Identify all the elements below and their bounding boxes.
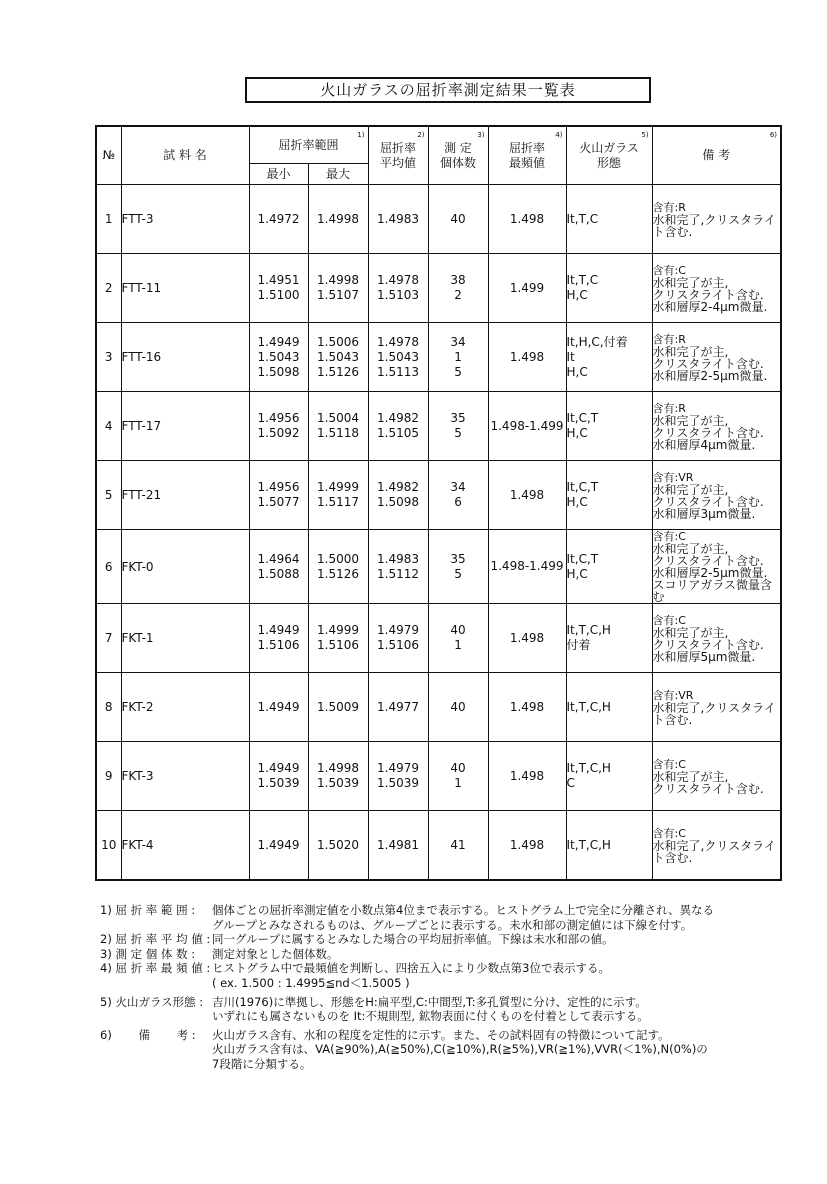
remark-text: 水和完了が主, クリスタライト含む. 水和層厚2-4μm微量. <box>652 275 768 314</box>
cell-remarks <box>652 254 781 323</box>
cell-min: 1.4949 <box>249 811 308 881</box>
cell-min: 1.4956 1.5077 <box>249 461 308 530</box>
cell-mean: 1.4981 <box>368 811 428 881</box>
cell-remarks <box>652 742 781 811</box>
table-row <box>96 530 781 604</box>
footnote <box>100 961 790 990</box>
remark-text: 水和完了が主, クリスタライト含む. 水和層厚3μm微量. <box>652 482 764 521</box>
footnote-label: 5) 火山ガラス形態 : <box>100 994 204 1009</box>
cell-count: 35 5 <box>428 392 488 461</box>
remark-content: 含有:VR <box>652 688 694 702</box>
cell-mode: 1.498 <box>488 323 566 392</box>
cell-count: 40 <box>428 673 488 742</box>
cell-name: FKT-1 <box>121 604 249 673</box>
cell-mode: 1.498 <box>488 811 566 881</box>
cell-mean: 1.4983 1.5112 <box>368 530 428 604</box>
remark-content: 含有:R <box>652 401 686 415</box>
cell-shape: It,C,T H,C <box>566 461 652 530</box>
header-shape: 火山ガラス 形態 5) <box>566 126 652 185</box>
remark-content: 含有:VR <box>652 470 694 484</box>
cell-min: 1.4949 1.5043 1.5098 <box>249 323 308 392</box>
footnote-text: 測定対象とした個体数。 <box>212 946 339 961</box>
remark-text: 水和完了,クリスタライト含む. <box>652 700 776 727</box>
cell-count: 34 6 <box>428 461 488 530</box>
table-row <box>96 811 781 881</box>
cell-count: 40 1 <box>428 604 488 673</box>
cell-mode: 1.499 <box>488 254 566 323</box>
cell-shape: It,C,T H,C <box>566 392 652 461</box>
cell-max: 1.4999 1.5106 <box>308 604 368 673</box>
remark-content: 含有:C <box>652 826 686 840</box>
cell-min: 1.4949 1.5039 <box>249 742 308 811</box>
remark-text: 水和完了が主, クリスタライト含む. 水和層厚2-5μm微量. スコリアガラス微量含む <box>652 542 773 604</box>
cell-max: 1.5000 1.5126 <box>308 530 368 604</box>
remark-text: 水和完了が主, クリスタライト含む. 水和層厚4μm微量. <box>652 413 764 452</box>
cell-count: 38 2 <box>428 254 488 323</box>
cell-shape: It,C,T H,C <box>566 530 652 604</box>
cell-mean: 1.4977 <box>368 673 428 742</box>
cell-max: 1.5020 <box>308 811 368 881</box>
header-mode: 屈折率 最頻値 4) <box>488 126 566 185</box>
cell-no: 1 <box>96 185 121 254</box>
cell-no: 8 <box>96 673 121 742</box>
footnote-text: ヒストグラム中で最頻値を判断し、四捨五入により少数点第3位で表示する。 ( ex. 1.500 : 1.4995≦nd＜1.5005 ) <box>212 961 610 990</box>
cell-mean: 1.4982 1.5098 <box>368 461 428 530</box>
cell-no: 6 <box>96 530 121 604</box>
cell-remarks <box>652 461 781 530</box>
results-table <box>95 125 782 881</box>
remark-content: 含有:R <box>652 200 686 214</box>
cell-no: 3 <box>96 323 121 392</box>
remark-content: 含有:C <box>652 530 686 543</box>
cell-mode: 1.498 <box>488 742 566 811</box>
header-name: 試 料 名 <box>121 126 249 185</box>
table-row <box>96 461 781 530</box>
cell-remarks <box>652 530 781 604</box>
remark-text: 水和完了,クリスタライト含む. <box>652 838 776 865</box>
cell-mode: 1.498 <box>488 673 566 742</box>
table-row <box>96 323 781 392</box>
cell-count: 41 <box>428 811 488 881</box>
cell-remarks <box>652 673 781 742</box>
cell-name: FKT-3 <box>121 742 249 811</box>
cell-mode: 1.498 <box>488 461 566 530</box>
cell-shape: It,H,C,付着 It H,C <box>566 323 652 392</box>
cell-mean: 1.4978 1.5103 <box>368 254 428 323</box>
header-count: 測 定 個体数 3) <box>428 126 488 185</box>
cell-mean: 1.4982 1.5105 <box>368 392 428 461</box>
cell-count: 35 5 <box>428 530 488 604</box>
cell-min: 1.4964 1.5088 <box>249 530 308 604</box>
page-title: 火山ガラスの屈折率測定結果一覧表 <box>245 77 651 103</box>
cell-shape: It,T,C <box>566 185 652 254</box>
cell-shape: It,T,C H,C <box>566 254 652 323</box>
cell-name: FKT-4 <box>121 811 249 881</box>
cell-name: FKT-0 <box>121 530 249 604</box>
table-row <box>96 185 781 254</box>
header-remarks: 備 考 6) <box>652 126 781 185</box>
cell-remarks <box>652 323 781 392</box>
footnote <box>100 995 790 1024</box>
footnote-label: 6) 備 考 : <box>100 1027 196 1042</box>
footnote-label: 3) 測 定 個 体 数 : <box>100 946 196 961</box>
cell-mode: 1.498-1.499 <box>488 392 566 461</box>
table-row <box>96 604 781 673</box>
cell-name: FTT-21 <box>121 461 249 530</box>
cell-max: 1.5009 <box>308 673 368 742</box>
cell-count: 40 <box>428 185 488 254</box>
cell-shape: It,T,C,H C <box>566 742 652 811</box>
remark-content: 含有:R <box>652 332 686 346</box>
cell-mean: 1.4979 1.5039 <box>368 742 428 811</box>
cell-max: 1.4999 1.5117 <box>308 461 368 530</box>
table-row <box>96 673 781 742</box>
cell-remarks <box>652 392 781 461</box>
cell-min: 1.4972 <box>249 185 308 254</box>
remark-content: 含有:C <box>652 757 686 771</box>
cell-name: FTT-3 <box>121 185 249 254</box>
cell-remarks <box>652 811 781 881</box>
cell-no: 2 <box>96 254 121 323</box>
header-max: 最大 <box>308 164 368 185</box>
header-range: 屈折率範囲 1) <box>249 126 368 164</box>
footnote-label: 2) 屈 折 率 平 均 値 : <box>100 932 211 947</box>
footnote-text: 火山ガラス含有、水和の程度を定性的に示す。また、その試料固有の特徴について記す。 火山ガラス含有は、VA(≧90%),A(≧50%),C(≧10%),R(≧5%),VR(≧1%),VVR(＜1%),N(0%)の 7段階に分類する。 <box>212 1027 708 1071</box>
footnote-text: 同一グループに属するとみなした場合の平均屈折率値。下線は未水和部の値。 <box>212 932 614 947</box>
cell-mode: 1.498-1.499 <box>488 530 566 604</box>
cell-mode: 1.498 <box>488 185 566 254</box>
header-mean: 屈折率 平均値 2) <box>368 126 428 185</box>
cell-mean: 1.4983 <box>368 185 428 254</box>
cell-no: 9 <box>96 742 121 811</box>
table-row <box>96 742 781 811</box>
remark-text: 水和完了,クリスタライト含む. <box>652 212 776 239</box>
remark-text: 水和完了が主, クリスタライト含む. <box>652 769 764 796</box>
cell-shape: It,T,C,H <box>566 673 652 742</box>
header-no: № <box>96 126 121 185</box>
cell-min: 1.4949 1.5106 <box>249 604 308 673</box>
cell-no: 4 <box>96 392 121 461</box>
cell-max: 1.5006 1.5043 1.5126 <box>308 323 368 392</box>
cell-remarks <box>652 604 781 673</box>
cell-min: 1.4956 1.5092 <box>249 392 308 461</box>
cell-remarks <box>652 185 781 254</box>
table-row <box>96 254 781 323</box>
footnotes <box>100 903 790 1072</box>
header-row <box>96 126 781 164</box>
cell-no: 10 <box>96 811 121 881</box>
footnote-label: 1) 屈 折 率 範 囲 : <box>100 903 196 917</box>
cell-mode: 1.498 <box>488 604 566 673</box>
cell-max: 1.5004 1.5118 <box>308 392 368 461</box>
cell-no: 7 <box>96 604 121 673</box>
remark-content: 含有:C <box>652 613 686 627</box>
remark-content: 含有:C <box>652 263 686 277</box>
cell-count: 34 1 5 <box>428 323 488 392</box>
cell-name: FTT-11 <box>121 254 249 323</box>
remark-text: 水和完了が主, クリスタライト含む. 水和層厚5μm微量. <box>652 625 764 664</box>
footnote-text: 個体ごとの屈折率測定値を小数点第4位まで表示する。ヒストグラム上で完全に分離され、異なる グループとみなされるものは、グループごとに表示する。未水和部の測定値には下線を付す。 <box>212 903 715 932</box>
footnote <box>100 1028 790 1072</box>
cell-mean: 1.4979 1.5106 <box>368 604 428 673</box>
cell-mean: 1.4978 1.5043 1.5113 <box>368 323 428 392</box>
footnote-label: 4) 屈 折 率 最 頻 値 : <box>100 961 211 976</box>
footnote <box>100 947 790 962</box>
cell-name: FKT-2 <box>121 673 249 742</box>
footnote-text: 吉川(1976)に準拠し、形態をH:扁平型,C:中間型,T:多孔質型に分け、定性的に示す。 いずれにも属さないものを It:不規則型, 鉱物表面に付くものを付着として表示する。 <box>212 994 649 1024</box>
table-row <box>96 392 781 461</box>
cell-max: 1.4998 <box>308 185 368 254</box>
cell-count: 40 1 <box>428 742 488 811</box>
footnote <box>100 932 790 947</box>
cell-no: 5 <box>96 461 121 530</box>
cell-min: 1.4949 <box>249 673 308 742</box>
footnote <box>100 903 790 932</box>
cell-shape: It,T,C,H <box>566 811 652 881</box>
cell-min: 1.4951 1.5100 <box>249 254 308 323</box>
cell-name: FTT-16 <box>121 323 249 392</box>
header-min: 最小 <box>249 164 308 185</box>
remark-text: 水和完了が主, クリスタライト含む. 水和層厚2-5μm微量. <box>652 344 768 383</box>
cell-name: FTT-17 <box>121 392 249 461</box>
cell-max: 1.4998 1.5107 <box>308 254 368 323</box>
cell-shape: It,T,C,H 付着 <box>566 604 652 673</box>
cell-max: 1.4998 1.5039 <box>308 742 368 811</box>
